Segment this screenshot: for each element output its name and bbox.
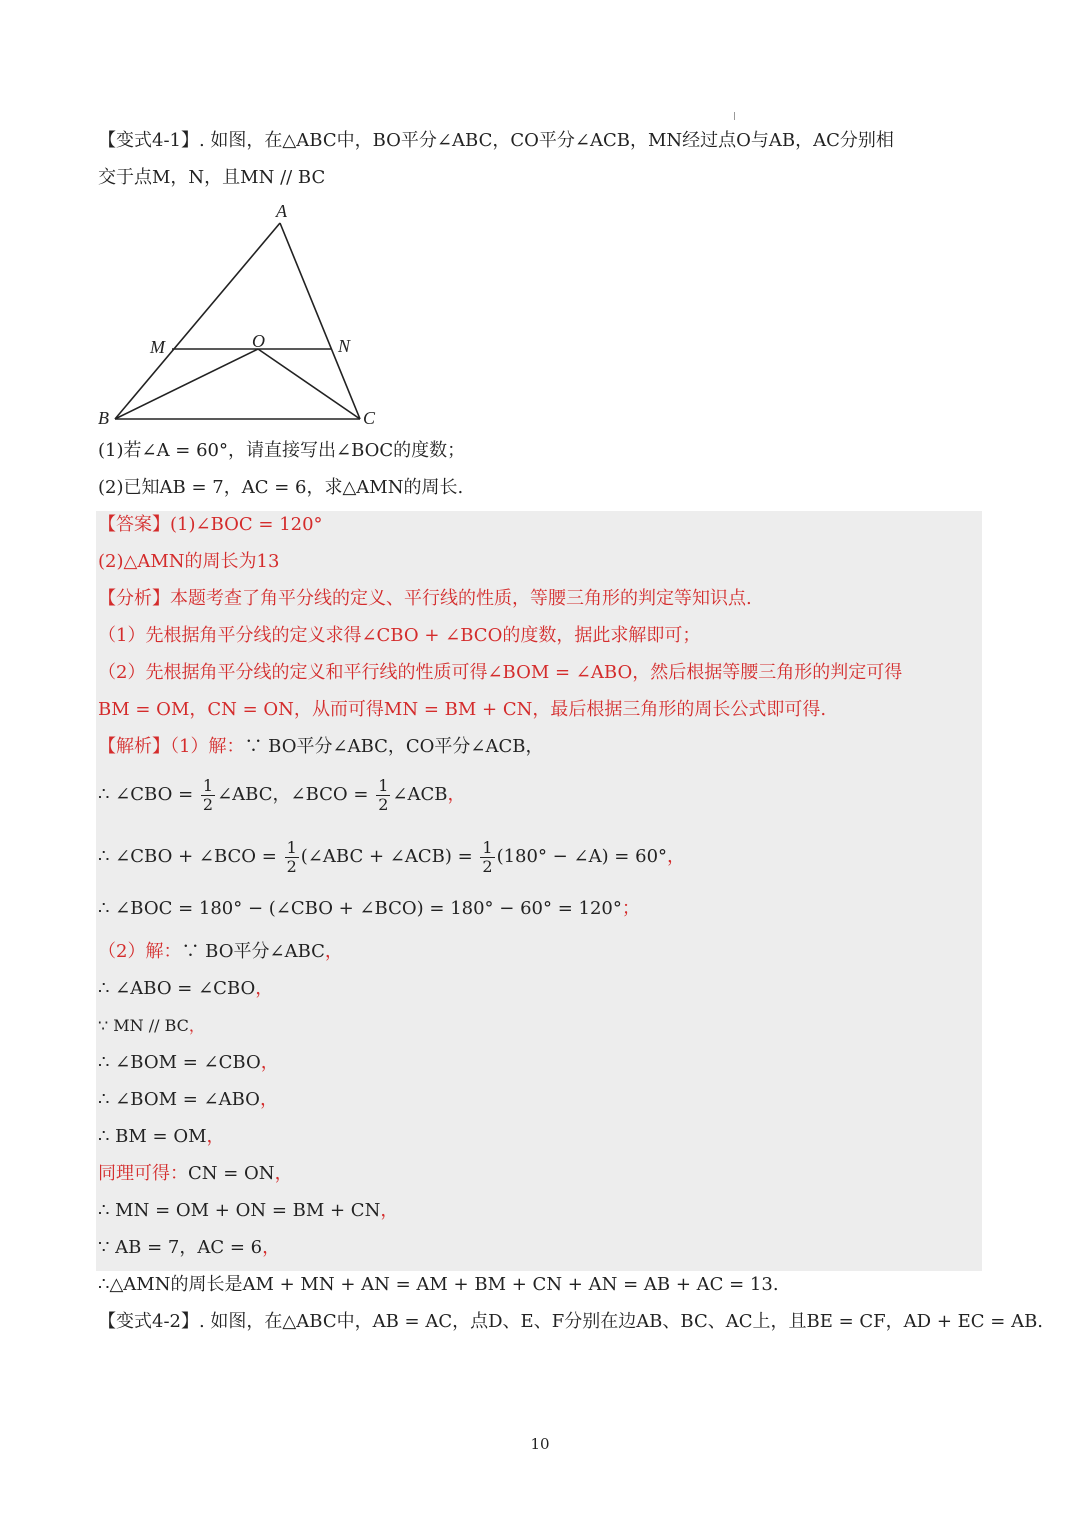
part2-step-4: ∵ MN // BC (98, 1016, 189, 1035)
fraction-den: 2 (286, 856, 297, 876)
comma-4: ， (188, 1016, 205, 1035)
page-tick-mark (734, 112, 735, 120)
part2-line-3 (98, 1014, 205, 1038)
part2-conclusion: ∴△AMN的周长是AM + MN + AN = AM + BM + CN + AN = AB + AC = 13. (98, 1274, 779, 1295)
part2-line-7 (98, 1162, 293, 1186)
label-m: M (150, 337, 165, 357)
answer-tag: 【答案】 (98, 514, 170, 535)
analysis-text-4b: 从而可得MN = BM + CN， (311, 699, 551, 720)
edge-ab (115, 223, 280, 419)
analysis-line-3: （2）先根据角平分线的定义和平行线的性质可得∠BOM = ∠ABO，然后根据等腰三角形的判定可得 (98, 662, 903, 683)
next-problem-line: 【变式4-2】. 如图，在△ABC中，AB = AC，点D、E、F分别在边AB、BC、AC上，且BE = CF，AD + EC = AB. (98, 1311, 1044, 1332)
part2-line-6 (98, 1125, 225, 1149)
fraction-half-2 (376, 777, 390, 814)
comma-10: ， (262, 1237, 281, 1258)
solution-part-1-label: （1）解： (170, 736, 245, 757)
analysis-text-4c: 最后根据三角形的周长公式即可得. (550, 699, 827, 720)
fraction-half-1 (201, 777, 215, 814)
solution-given: ∵ BO平分∠ABC，CO平分∠ACB， (244, 736, 544, 757)
segment-co (258, 349, 360, 419)
sol2-mid: ∠ABC，∠BCO = (217, 784, 369, 805)
solution-line-4 (98, 897, 640, 921)
comma-9: ， (380, 1200, 399, 1221)
sol3-mid: (∠ABC + ∠ACB) = (300, 846, 473, 867)
part2-step-8: CN = ON (188, 1163, 275, 1184)
sol2-start: ∴ ∠CBO = (98, 784, 194, 805)
comma-6: ， (259, 1089, 278, 1110)
comma-3: ， (255, 978, 274, 999)
fraction-half-4 (480, 839, 494, 876)
sol3-comma: ， (667, 846, 686, 867)
edge-ac (280, 223, 360, 419)
fraction-num: 1 (482, 837, 493, 857)
analysis-line-1 (98, 587, 752, 611)
comma-7: ， (206, 1126, 225, 1147)
fraction-num: 1 (286, 837, 297, 857)
solution-line-3 (98, 834, 685, 880)
label-o: O (252, 331, 265, 351)
label-a: A (276, 201, 287, 221)
part2-label: （2）解： (98, 941, 182, 962)
similarly-label: 同理可得： (98, 1163, 188, 1184)
part2-line-8 (98, 1199, 398, 1223)
fraction-den: 2 (378, 794, 389, 814)
comma-8: ， (274, 1163, 293, 1184)
part2-comma: ， (324, 941, 343, 962)
sol4-text: ∴ ∠BOC = 180° − (∠CBO + ∠BCO) = 180° − 60° = 120° (98, 898, 622, 919)
label-b: B (98, 408, 109, 428)
sol4-semicolon: ； (621, 898, 640, 919)
fraction-den: 2 (482, 856, 493, 876)
fraction-num: 1 (202, 775, 214, 795)
solution-tag: 【解析】 (98, 736, 170, 757)
answer-line-1 (98, 513, 323, 537)
answer-1: (1)∠BOC = 120° (170, 514, 323, 535)
problem-line-2: 交于点M，N，且MN // BC (98, 167, 326, 188)
part2-step-6: ∴ ∠BOM = ∠ABO (98, 1089, 260, 1110)
solution-line-2 (98, 772, 466, 818)
part2-line-5 (98, 1088, 278, 1112)
part2-line-2 (98, 977, 273, 1001)
analysis-line-4 (98, 698, 826, 722)
sol3-end: (180° − ∠A) = 60° (496, 846, 668, 867)
part2-step-7: ∴ BM = OM (98, 1126, 207, 1147)
comma-5: ， (260, 1052, 279, 1073)
analysis-tag: 【分析】 (98, 588, 170, 609)
question-2: (2)已知AB = 7，AC = 6，求△AMN的周长. (98, 477, 464, 498)
solution-line-1 (98, 735, 544, 759)
label-c: C (363, 408, 376, 428)
page-number: 10 (530, 1435, 550, 1453)
analysis-text-1: 本题考查了角平分线的定义、平行线的性质，等腰三角形的判定等知识点. (170, 588, 752, 609)
fraction-den: 2 (202, 794, 214, 814)
part2-step-10: ∵ AB = 7，AC = 6 (98, 1237, 263, 1258)
part2-given: ∵ BO平分∠ABC (181, 941, 325, 962)
problem-line-1: 【变式4-1】. 如图，在△ABC中，BO平分∠ABC，CO平分∠ACB，MN经过点O与AB，AC分别相 (98, 130, 894, 151)
answer-2: (2)△AMN的周长为13 (98, 551, 280, 572)
question-1: (1)若∠A = 60°，请直接写出∠BOC的度数； (98, 440, 466, 461)
label-n: N (338, 336, 351, 356)
triangle-figure (90, 198, 390, 433)
analysis-line-2: （1）先根据角平分线的定义求得∠CBO + ∠BCO的度数，据此求解即可； (98, 625, 701, 646)
part2-step-5: ∴ ∠BOM = ∠CBO (98, 1052, 261, 1073)
fraction-num: 1 (378, 775, 389, 795)
part2-step-9: ∴ MN = OM + ON = BM + CN (98, 1200, 381, 1221)
sol3-start: ∴ ∠CBO + ∠BCO = (98, 846, 277, 867)
sol2-comma: ， (447, 784, 466, 805)
analysis-text-4a: BM = OM，CN = ON， (98, 699, 312, 720)
part2-line-9 (98, 1236, 280, 1260)
part2-step-3: ∴ ∠ABO = ∠CBO (98, 978, 256, 999)
part2-line-1 (98, 940, 343, 964)
part2-line-4 (98, 1051, 279, 1075)
sol2-end: ∠ACB (392, 784, 448, 805)
fraction-half-3 (285, 839, 299, 876)
segment-bo (115, 349, 258, 419)
